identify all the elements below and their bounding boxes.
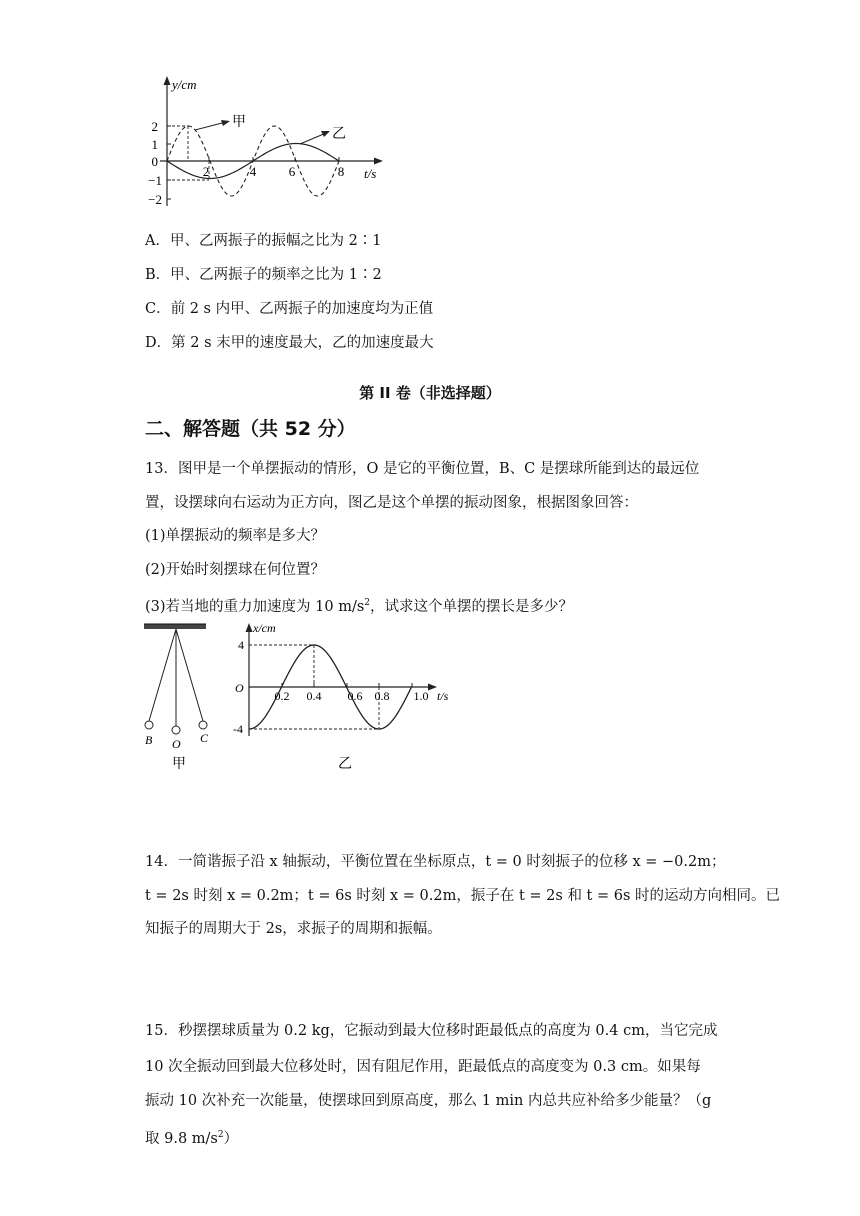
pointer-arrow-icon [221,120,230,126]
t-axis-arrow-icon [374,158,383,165]
t-tick: 0.2 [274,689,290,703]
ball-b [145,721,153,729]
label-b: B [145,733,153,747]
q13-text-line2: 置，设摆球向右运动为正方向，图乙是这个单摆的振动图象，根据图象回答： [145,495,638,511]
y-tick: −2 [148,192,162,207]
t-axis-arrow-icon [428,684,437,691]
t-tick: 2 [202,164,210,179]
q15-line1: 15．秒摆摆球质量为 0.2 kg，它振动到最大位移时距最低点的高度为 0.4 cm，当它完成 [145,1023,718,1039]
q13-sub1: (1)单摆振动的频率是多大？ [145,528,326,544]
pointer-arrow-icon [321,131,330,137]
option-a: A．甲、乙两振子的振幅之比为 2∶1 [145,233,382,249]
string-b [149,629,176,721]
ball-c [199,721,207,729]
q13-sub3-suffix: ，试求这个单摆的摆长是多少？ [370,598,574,615]
ball-o [172,726,180,734]
label-yi: 乙 [332,127,346,142]
y-tick: 1 [151,137,158,152]
y-axis-arrow-icon [164,76,171,85]
y-tick: −1 [148,173,162,188]
q15-line3: 振动 10 次补充一次能量，使摆球回到原高度，那么 1 min 内总共应补给多少能量？（g [145,1093,712,1109]
string-c [176,629,203,721]
vibration-graph-2 [225,618,475,778]
t-axis-label: t/s [437,689,449,703]
t-tick: 4 [249,164,257,179]
caption-jia: 甲 [172,757,186,772]
t-tick: 6 [288,164,296,179]
option-d: D．第 2 s 末甲的速度最大，乙的加速度最大 [145,335,434,351]
pendulum-figure [138,620,218,775]
q15-line4-suffix: ） [223,1130,239,1147]
t-tick: 8 [337,164,345,179]
label-c: C [200,731,209,745]
caption-yi: 乙 [338,757,352,772]
t-tick: 0.4 [306,689,322,703]
y-axis-label: x/cm [253,621,276,635]
y-axis-label: y/cm [172,77,197,92]
y-tick: -4 [233,722,243,736]
q13-sub2: (2)开始时刻摆球在何位置？ [145,562,326,578]
q15-line4-prefix: 取 9.8 m/s [145,1130,218,1147]
q15-line2: 10 次全振动回到最大位移处时，因有阻尼作用，距最低点的高度变为 0.3 cm。如果每 [145,1059,701,1075]
q15-line4-sup: 2 [217,1130,224,1140]
q14-line1: 14．一简谐振子沿 x 轴振动，平衡位置在坐标原点，t = 0 时刻振子的位移 x = −0.2m； [145,854,726,870]
t-tick: 0.8 [374,689,390,703]
q13-sub3-sup: 2 [364,598,371,608]
q13-sub3 [145,593,573,617]
y-tick: 2 [151,119,158,134]
y-axis-arrow-icon [246,623,253,632]
option-b: B．甲、乙两振子的频率之比为 1∶2 [145,267,382,283]
q14-line3: 知振子的周期大于 2s，求振子的周期和振幅。 [145,921,442,937]
section-title: 二、解答题（共 52 分） [145,418,356,440]
vibration-graph-1 [140,70,400,215]
q15-line4 [145,1125,238,1149]
origin-label: O [235,681,244,695]
option-c: C．前 2 s 内甲、乙两振子的加速度均为正值 [145,301,434,317]
q14-line2: t = 2s 时刻 x = 0.2m；t = 6s 时刻 x = 0.2m，振子在 t = 2s 和 t = 6s 时的运动方向相同。已 [145,888,781,904]
y-tick: 0 [151,154,158,169]
label-o: O [172,737,181,751]
t-tick: 0.6 [347,689,363,703]
q13-text-line1: 13．图甲是一个单摆振动的情形，O 是它的平衡位置，B、C 是摆球所能到达的最远位 [145,461,700,477]
part-title: 第 II 卷（非选择题） [359,384,501,402]
t-tick: 1.0 [413,689,429,703]
y-tick: 4 [238,638,244,652]
q13-sub3-prefix: (3)若当地的重力加速度为 10 m/s [145,598,365,615]
t-axis-label: t/s [364,166,377,181]
ceiling-support [144,624,206,629]
label-jia: 甲 [232,115,246,130]
